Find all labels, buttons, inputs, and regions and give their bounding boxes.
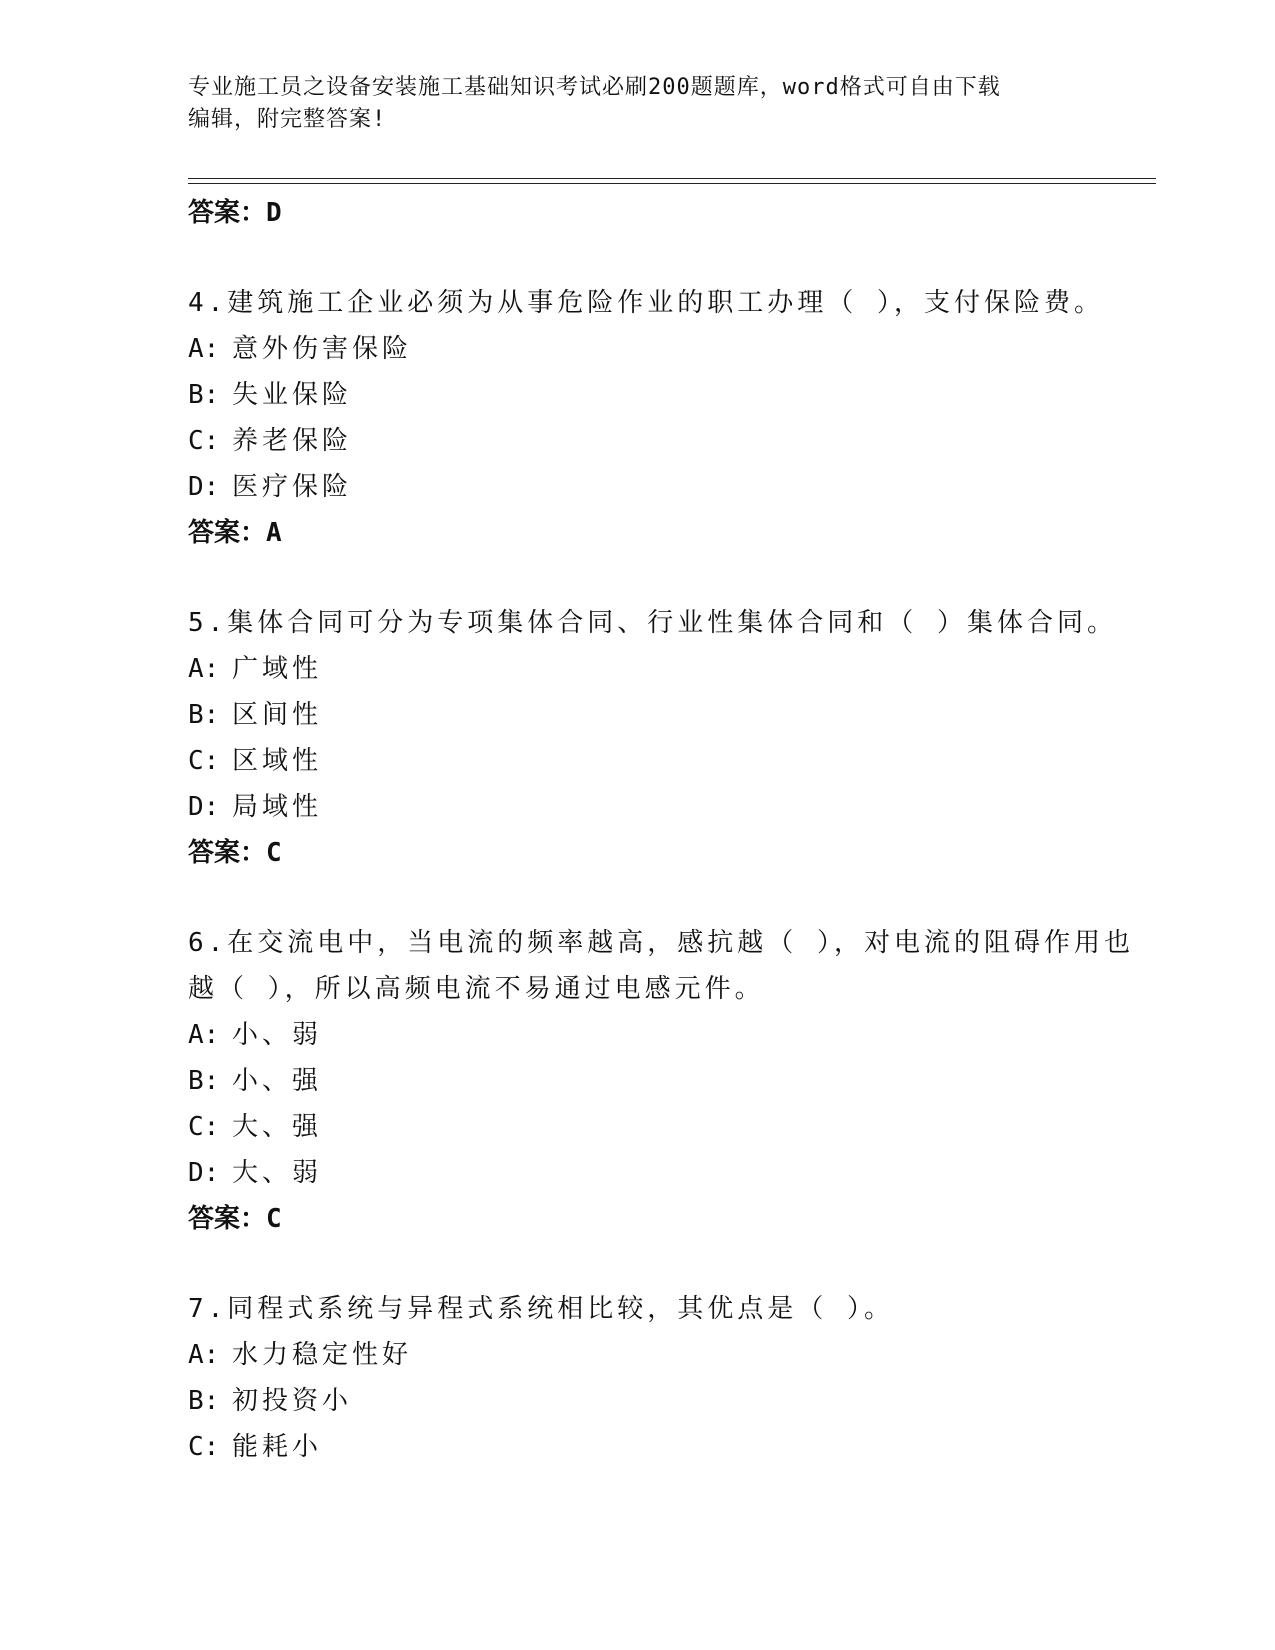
option-key: A: [188, 1340, 220, 1370]
question-stem: 5.集体合同可分为专项集体合同、行业性集体合同和（ ）集体合同。 [188, 608, 1117, 638]
option-key: A: [188, 654, 220, 684]
option-key: A: [188, 334, 220, 364]
question-stem: 6.在交流电中，当电流的频率越高，感抗越（ ），对电流的阻碍作用也越（ ），所以高频电流不易通过电感元件。 [188, 928, 1134, 1004]
option-b [188, 692, 1156, 738]
option-text: 小、强 [232, 1066, 323, 1096]
option-text: 医疗保险 [232, 472, 353, 502]
option-text: 小、弱 [232, 1020, 323, 1050]
option-text: 局域性 [232, 792, 323, 822]
option-text: 能耗小 [232, 1432, 323, 1462]
option-a [188, 326, 1156, 372]
option-text: 广域性 [232, 654, 323, 684]
option-c [188, 418, 1156, 464]
header-divider-bottom [188, 183, 1156, 184]
option-key: A: [188, 1020, 220, 1050]
option-d [188, 1150, 1156, 1196]
option-text: 初投资小 [232, 1386, 353, 1416]
option-b [188, 372, 1156, 418]
question-6 [188, 920, 1156, 1242]
option-a [188, 646, 1156, 692]
option-text: 大、强 [232, 1112, 323, 1142]
option-key: C: [188, 1432, 220, 1462]
option-key: D: [188, 472, 220, 502]
question-5 [188, 600, 1156, 876]
option-key: C: [188, 426, 220, 456]
option-text: 意外伤害保险 [232, 334, 413, 364]
option-key: C: [188, 746, 220, 776]
header-line-2: 编辑，附完整答案! [188, 107, 387, 132]
option-key: D: [188, 792, 220, 822]
previous-answer: 答案：D [188, 198, 282, 228]
header-line-1: 专业施工员之设备安装施工基础知识考试必刷200题题库，word格式可自由下载 [188, 75, 1001, 100]
option-text: 养老保险 [232, 426, 353, 456]
option-text: 水力稳定性好 [232, 1340, 413, 1370]
header-divider-top [188, 178, 1156, 179]
option-key: B: [188, 380, 220, 410]
option-c [188, 1104, 1156, 1150]
question-stem: 4.建筑施工企业必须为从事危险作业的职工办理（ ），支付保险费。 [188, 288, 1104, 318]
page-header [188, 72, 1088, 136]
option-c [188, 1424, 1156, 1470]
question-stem: 7.同程式系统与异程式系统相比较，其优点是（ ）。 [188, 1294, 894, 1324]
option-key: B: [188, 1386, 220, 1416]
option-b [188, 1058, 1156, 1104]
option-text: 区间性 [232, 700, 323, 730]
option-text: 区域性 [232, 746, 323, 776]
question-list [188, 190, 1156, 1470]
question-7 [188, 1286, 1156, 1470]
question-4 [188, 280, 1156, 556]
question-answer: 答案：C [188, 1204, 282, 1234]
question-answer: 答案：C [188, 838, 282, 868]
option-key: D: [188, 1158, 220, 1188]
option-d [188, 784, 1156, 830]
question-answer: 答案：A [188, 518, 282, 548]
option-key: C: [188, 1112, 220, 1142]
option-a [188, 1332, 1156, 1378]
option-key: B: [188, 1066, 220, 1096]
option-a [188, 1012, 1156, 1058]
option-c [188, 738, 1156, 784]
option-text: 大、弱 [232, 1158, 323, 1188]
option-b [188, 1378, 1156, 1424]
option-text: 失业保险 [232, 380, 353, 410]
option-key: B: [188, 700, 220, 730]
option-d [188, 464, 1156, 510]
